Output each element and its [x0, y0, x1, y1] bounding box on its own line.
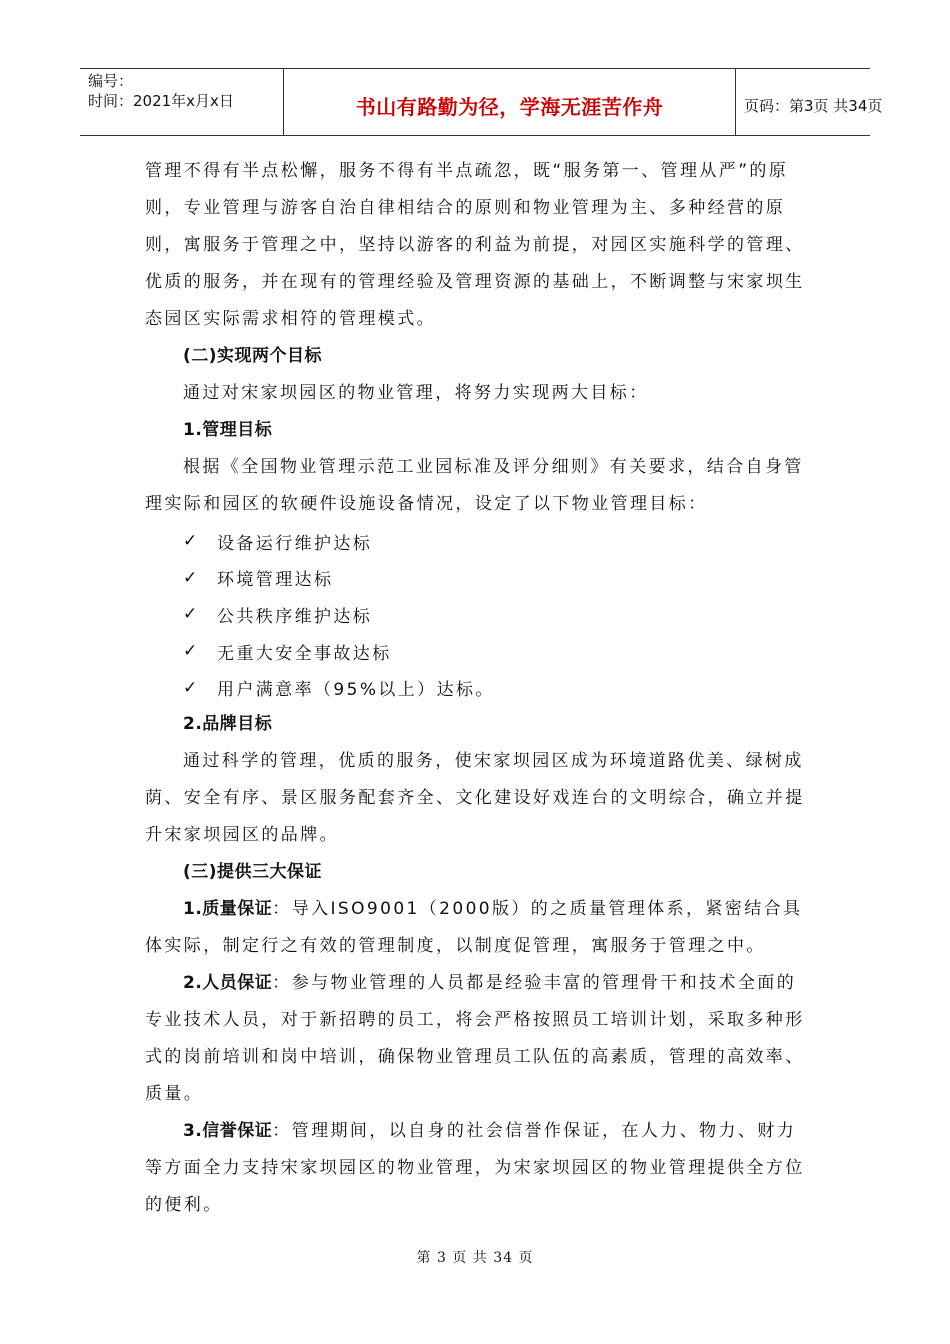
header-page-code: 页码：第3页 共34页 [744, 96, 883, 115]
credit-guarantee-label: 3.信誉保证 [183, 1120, 273, 1141]
checklist-item-text: 设备运行维护达标 [217, 533, 373, 554]
checklist-item [145, 596, 810, 633]
check-icon: ✓ [183, 677, 200, 698]
subheading-management-goal: 1.管理目标 [183, 420, 273, 440]
checklist-item-text: 公共秩序维护达标 [217, 606, 373, 627]
staff-guarantee-label: 2.人员保证 [183, 972, 273, 993]
checklist-item [145, 633, 810, 670]
number-label: 编号： [88, 72, 134, 90]
paragraph-staff-guarantee [145, 965, 810, 1113]
paragraph-management-goal: 根据《全国物业管理示范工业园标准及评分细则》有关要求，结合自身管理实际和园区的软硬件设施设备情况，设定了以下物业管理目标： [145, 457, 804, 514]
section-heading-three-guarantees: (三)提供三大保证 [183, 861, 323, 882]
document-body [145, 153, 810, 1224]
section-heading-two-goals: (二)实现两个目标 [183, 346, 323, 366]
header-motto-cell [283, 69, 736, 135]
staff-guarantee-text: ：参与物业管理的人员都是经验丰富的管理骨干和技术全面的专业技术人员，对于新招聘的员工，将会严格按照员工培训计划，采取多种形式的岗前培训和岗中培训，确保物业管理员工队伍的高素质，管理的高效率、质量。 [145, 972, 805, 1104]
paragraph-goals-intro: 通过对宋家坝园区的物业管理，将努力实现两大目标： [183, 383, 649, 403]
paragraph-principles: 管理不得有半点松懈，服务不得有半点疏忽，既“服务第一、管理从严”的原则，专业管理与游客自治自律相结合的原则和物业管理为主、多种经营的原则，寓服务于管理之中，坚持以游客的利益为前提，对园区实施科学的管理、优质的服务，并在现有的管理经验及管理资源的基础上，不断调整与宋家坝生态园区实际需求相符的管理模式。 [145, 161, 805, 329]
page-header [80, 68, 883, 136]
quality-guarantee-text: ：导入ISO9001（2000版）的之质量管理体系，紧密结合具体实际，制定行之有效的管理制度，以制度促管理，寓服务于管理之中。 [145, 898, 803, 956]
page-footer: 第 3 页 共 34 页 [416, 1250, 534, 1266]
checklist-item [145, 669, 810, 706]
quality-guarantee-label: 1.质量保证 [183, 898, 273, 919]
checklist-item [145, 560, 810, 597]
credit-guarantee-text: ：管理期间，以自身的社会信誉作保证，在人力、物力、财力等方面全力支持宋家坝园区的物业管理，为宋家坝园区的物业管理提供全方位的便利。 [145, 1120, 805, 1215]
paragraph-quality-guarantee [145, 891, 810, 965]
check-icon: ✓ [183, 641, 200, 662]
header-left-cell [80, 69, 283, 135]
check-icon: ✓ [183, 604, 200, 625]
paragraph-credit-guarantee [145, 1113, 810, 1224]
checklist-item-text: 用户满意率（95%以上）达标。 [217, 680, 495, 701]
paragraph-brand-goal: 通过科学的管理，优质的服务，使宋家坝园区成为环境道路优美、绿树成荫、安全有序、景区服务配套齐全、文化建设好戏连台的文明综合，确立并提升宋家坝园区的品牌。 [145, 750, 805, 845]
checklist-item-text: 环境管理达标 [217, 570, 334, 591]
date-label: 时间：2021年x月x日 [88, 92, 234, 110]
subheading-brand-goal: 2.品牌目标 [183, 713, 273, 734]
checklist-item-text: 无重大安全事故达标 [217, 643, 392, 664]
goal-checklist [145, 523, 810, 706]
check-icon: ✓ [183, 531, 200, 552]
motto-text: 书山有路勤为径，学海无涯苦作舟 [355, 94, 664, 119]
check-icon: ✓ [183, 567, 200, 588]
checklist-item [145, 523, 810, 560]
